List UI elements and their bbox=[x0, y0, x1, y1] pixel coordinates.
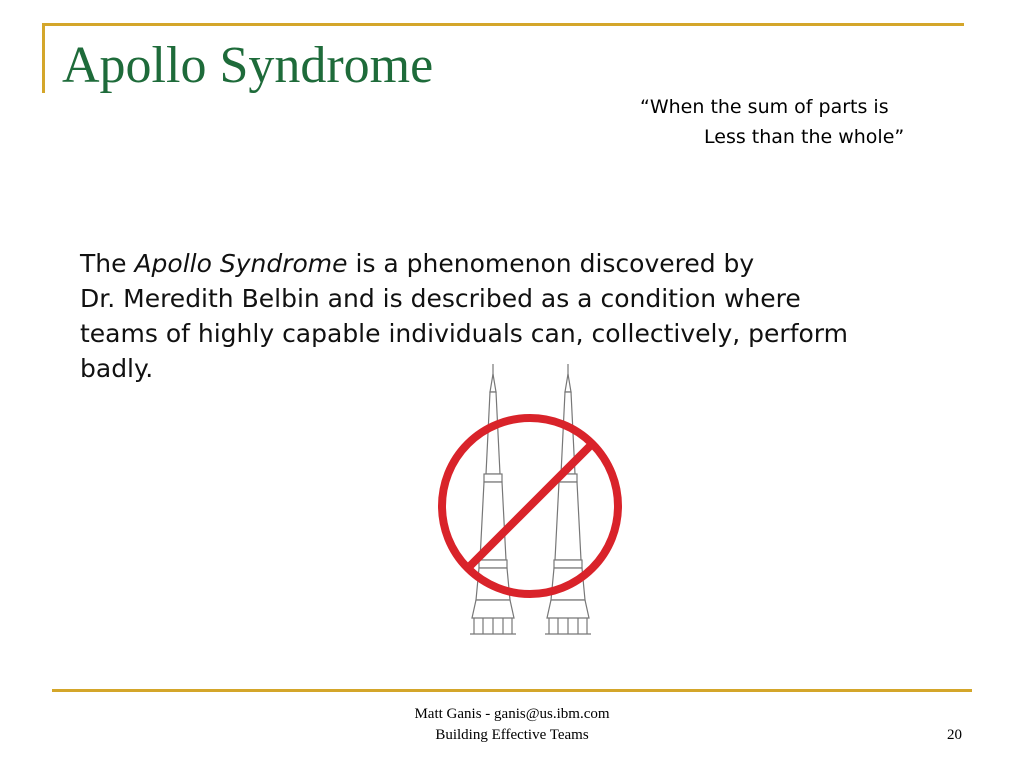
quote-line-2: Less than the whole” bbox=[704, 126, 905, 148]
quote bbox=[640, 92, 1020, 152]
footer-author: Matt Ganis - ganis@us.ibm.com bbox=[414, 706, 610, 722]
quote-line-1: “When the sum of parts is bbox=[640, 96, 889, 118]
footer-divider bbox=[52, 689, 972, 692]
top-frame-line bbox=[42, 23, 964, 26]
footer-subtitle: Building Effective Teams bbox=[435, 727, 589, 743]
body-line-4: badly. bbox=[80, 354, 154, 383]
no-rockets-image bbox=[430, 362, 630, 644]
body-line-1 bbox=[80, 246, 980, 281]
left-frame-line bbox=[42, 23, 45, 93]
body-italic-term: Apollo Syndrome bbox=[134, 249, 348, 278]
no-rockets-icon bbox=[430, 362, 630, 644]
body-line-3: teams of highly capable individuals can, collectively, perform bbox=[80, 319, 848, 348]
slide-title: Apollo Syndrome bbox=[62, 37, 434, 94]
body-line-1-rest: is a phenomenon discovered by bbox=[347, 249, 755, 278]
page-number: 20 bbox=[947, 727, 962, 743]
body-line-2: Dr. Meredith Belbin and is described as a condition where bbox=[80, 284, 801, 313]
body-prefix: The bbox=[80, 249, 135, 278]
prohibition-sign-icon bbox=[442, 418, 618, 594]
